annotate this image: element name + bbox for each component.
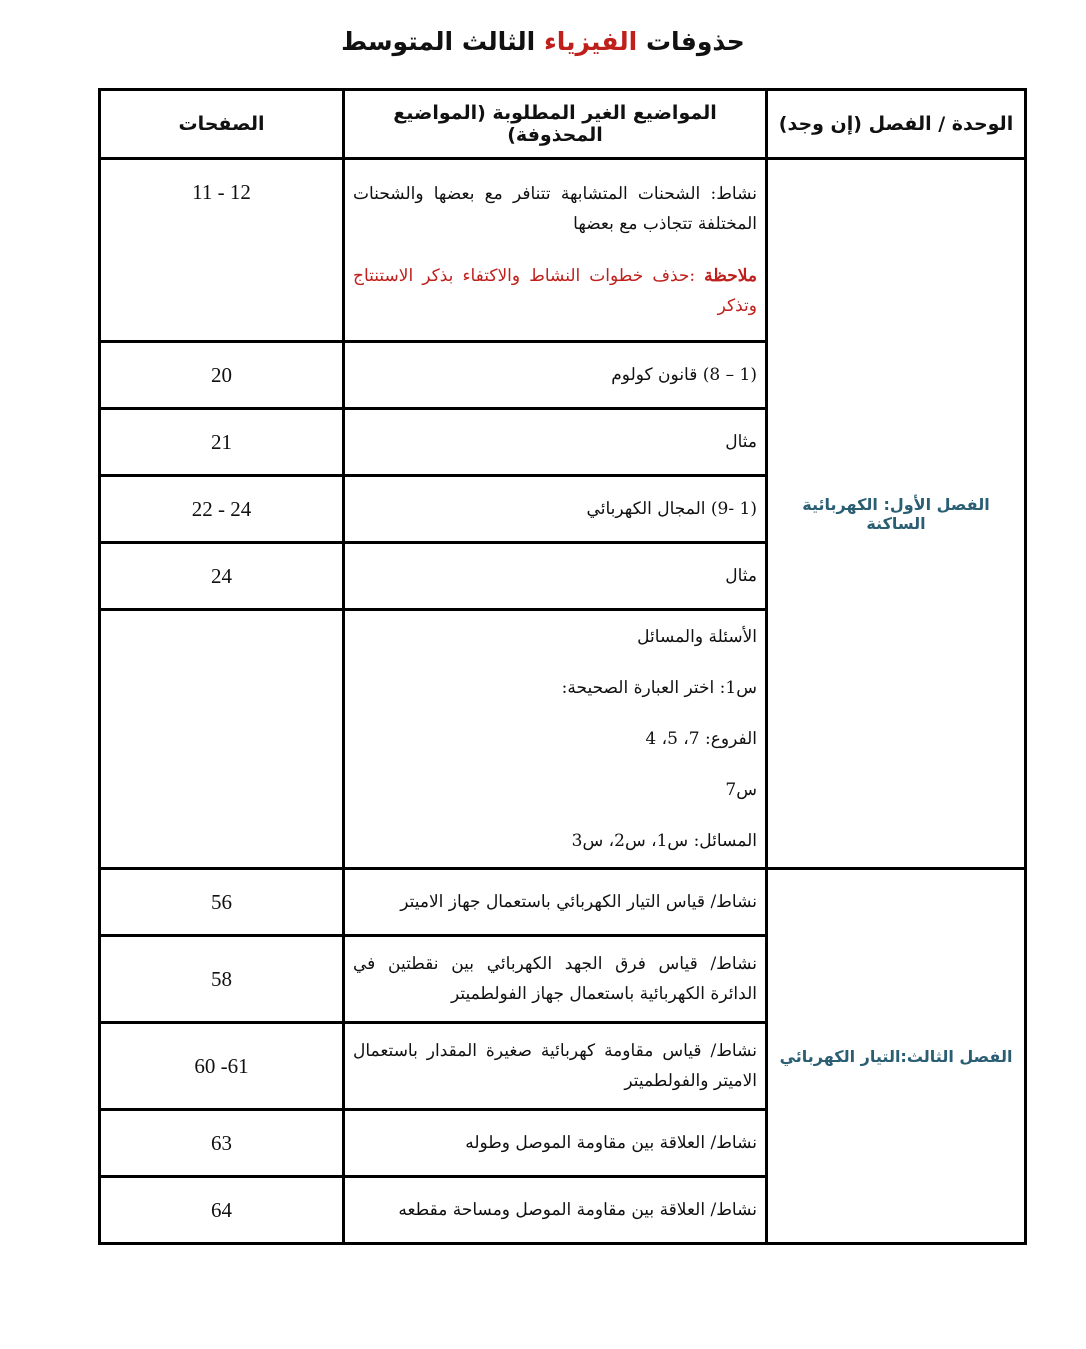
pages-cell: 24 — [100, 543, 344, 610]
unit-chapter-3: الفصل الثالث:التيار الكهربائي — [767, 869, 1026, 1244]
pages-cell: 60 -61 — [100, 1023, 344, 1110]
topic-cell: (1 – 8) قانون كولوم — [344, 342, 767, 409]
title-part1: حذوفات — [645, 27, 745, 56]
table-row — [100, 869, 1026, 936]
pages-cell: 64 — [100, 1177, 344, 1244]
header-row — [100, 90, 1026, 159]
pages-cell: 20 — [100, 342, 344, 409]
topic-cell: مثال — [344, 543, 767, 610]
table-row — [100, 159, 1026, 342]
note-text: :حذف خطوات النشاط والاكتفاء بذكر الاستنتاج وتذكر — [353, 266, 757, 316]
header-unit: الوحدة / الفصل (إن وجد) — [767, 90, 1026, 159]
topic-cell: نشاط/ العلاقة بين مقاومة الموصل وطوله — [344, 1110, 767, 1177]
qa-line: الفروع: 7، 5، 4 — [645, 729, 757, 749]
qa-line: س7 — [725, 780, 757, 800]
topic-cell: نشاط/ قياس مقاومة كهربائية صغيرة المقدار باستعمال الاميتر والفولطميتر — [344, 1023, 767, 1110]
topic-cell — [344, 159, 767, 342]
title-part2: الثالث المتوسط — [341, 27, 536, 56]
pages-cell — [100, 610, 344, 869]
topic-note — [353, 261, 757, 321]
topic-cell: مثال — [344, 409, 767, 476]
pages-cell: 56 — [100, 869, 344, 936]
qa-line: الأسئلة والمسائل — [637, 627, 757, 647]
note-label: ملاحظة — [704, 266, 757, 286]
topic-cell: نشاط/ قياس فرق الجهد الكهربائي بين نقطتين في الدائرة الكهربائية باستعمال جهاز الفولطميتر — [344, 936, 767, 1023]
page-title — [0, 22, 1086, 62]
header-topics: المواضيع الغير المطلوبة (المواضيع المحذوفة) — [344, 90, 767, 159]
pages-cell: 58 — [100, 936, 344, 1023]
title-accent: الفيزياء — [543, 27, 638, 56]
unit-chapter-1: الفصل الأول: الكهربائية الساكنة — [767, 159, 1026, 869]
qa-line: س1: اختر العبارة الصحيحة: — [561, 678, 757, 698]
topic-cell — [344, 610, 767, 869]
qa-line: المسائل: س1، س2، س3 — [571, 831, 757, 851]
topic-cell: نشاط/ قياس التيار الكهربائي باستعمال جهاز الاميتر — [344, 869, 767, 936]
pages-cell: 11 - 12 — [100, 159, 344, 342]
removed-topics-table — [98, 88, 1027, 1245]
pages-cell: 63 — [100, 1110, 344, 1177]
topic-text: نشاط: الشحنات المتشابهة تتنافر مع بعضها والشحنات المختلفة تتجاذب مع بعضها — [353, 184, 757, 234]
pages-cell: 21 — [100, 409, 344, 476]
topic-cell: نشاط/ العلاقة بين مقاومة الموصل ومساحة مقطعه — [344, 1177, 767, 1244]
pages-cell: 22 - 24 — [100, 476, 344, 543]
header-pages: الصفحات — [100, 90, 344, 159]
topic-cell: (1 -9) المجال الكهربائي — [344, 476, 767, 543]
